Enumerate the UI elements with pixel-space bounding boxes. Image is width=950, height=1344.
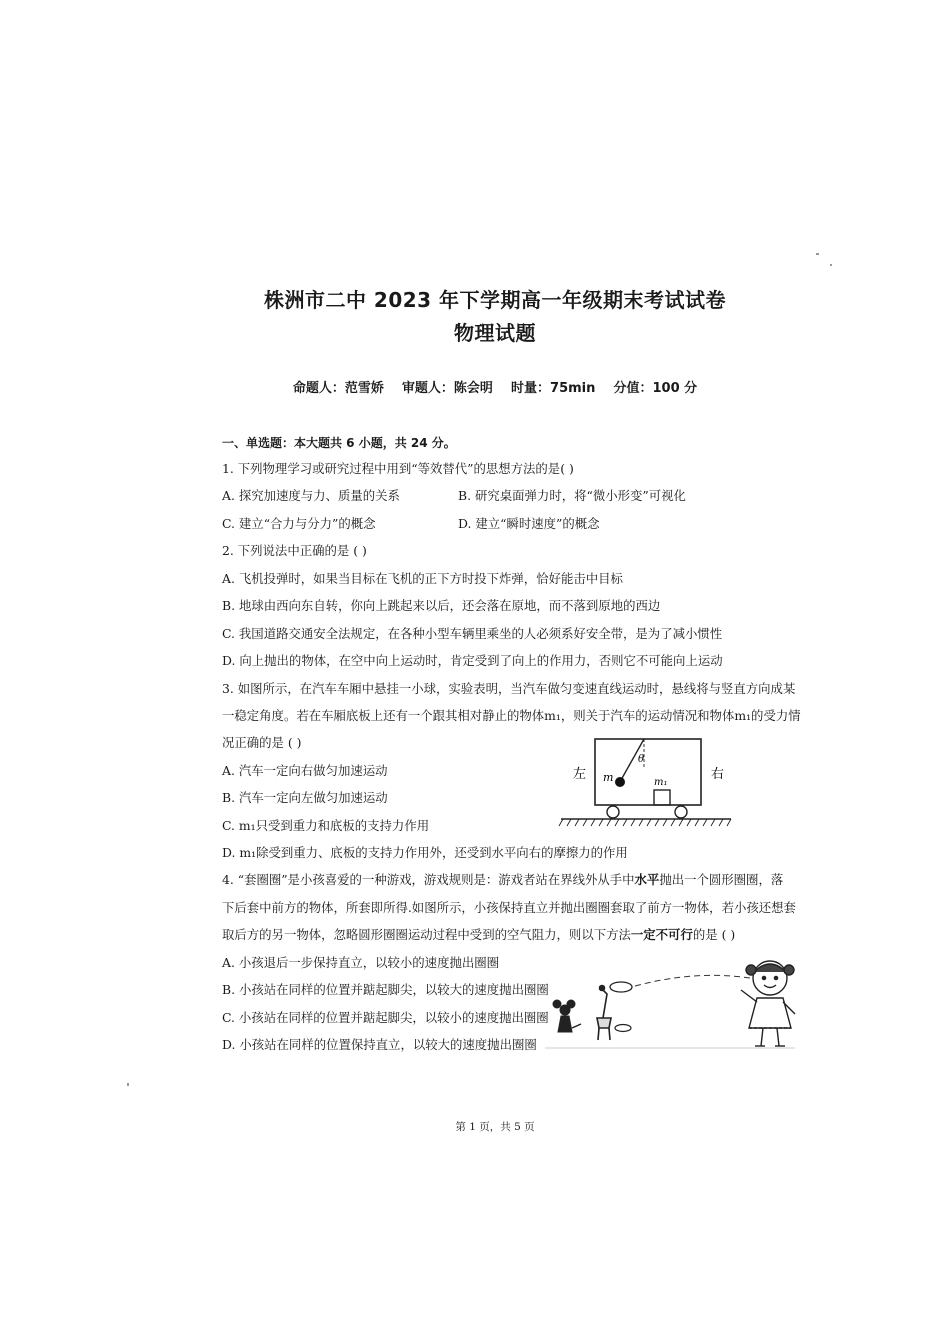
giraffe-toy-icon	[597, 986, 611, 1041]
exam-title: 株洲市二中 2023 年下学期高一年级期末考试试卷	[263, 288, 727, 312]
q4-option-c: C. 小孩站在同样的位置并踮起脚尖，以较小的速度抛出圈圈	[222, 1010, 549, 1025]
q4-ring-toss-figure	[545, 948, 805, 1058]
q3-option-b: B. 汽车一定向左做匀加速运动	[222, 790, 388, 805]
q4-line1-bold: 水平	[634, 872, 660, 887]
ring-trajectory	[635, 975, 750, 986]
scan-speck	[830, 264, 832, 266]
pendulum-ball	[615, 777, 625, 787]
scan-speck	[127, 1083, 129, 1086]
q2-option-d: D. 向上抛出的物体，在空中向上运动时，肯定受到了向上的作用力，否则它不可能向上运动	[222, 653, 723, 668]
label-m: m	[603, 771, 614, 784]
q1-option-d: D. 建立“瞬时速度”的概念	[458, 516, 600, 531]
page-footer: 第 1 页，共 5 页	[455, 1121, 535, 1133]
exam-meta: 命题人：范雪娇 审题人：陈会明 时量：75min 分值：100 分	[292, 381, 698, 396]
q4-line1-pre: 4. “套圈圈”是小孩喜爱的一种游戏，游戏规则是：游戏者站在界线外从手中	[222, 872, 635, 887]
ground-ring-icon	[615, 1025, 631, 1032]
q2-option-c: C. 我国道路交通安全法规定，在各种小型车辆里乘坐的人必须系好安全带，是为了减小惯性	[222, 626, 723, 641]
q3-stem-line3: 况正确的是 ( )	[222, 735, 302, 750]
flying-ring-icon	[610, 982, 632, 992]
q1-option-c: C. 建立“合力与分力”的概念	[222, 516, 376, 531]
q2-option-a: A. 飞机投弹时，如果当目标在飞机的正下方时投下炸弹，恰好能击中目标	[222, 571, 623, 586]
q2-stem: 2. 下列说法中正确的是 ( )	[222, 543, 367, 558]
wheel-right	[675, 806, 687, 818]
q2-option-b: B. 地球由西向东自转，你向上跳起来以后，还会落在原地，而不落到原地的西边	[222, 598, 661, 613]
label-theta: θ	[638, 754, 645, 765]
q4-line3-pre: 取后方的另一物体，忽略圆形圈圈运动过程中受到的空气阻力，则以下方法	[222, 927, 631, 942]
q3-cart-figure	[555, 735, 740, 830]
block-m1	[654, 790, 670, 805]
q4-stem-line2: 下后套中前方的物体，所套即所得.如图所示，小孩保持直立并抛出圈圈套取了前方一物体，若小孩还想套	[222, 900, 796, 915]
label-m1: m₁	[654, 777, 668, 788]
q4-line3-post: 的是 ( )	[692, 927, 736, 942]
section-heading: 一、单选题：本大题共 6 小题，共 24 分。	[222, 436, 456, 450]
girl-thrower-icon	[741, 961, 795, 1046]
q4-option-a: A. 小孩退后一步保持直立，以较小的速度抛出圈圈	[222, 955, 500, 970]
q1-option-b: B. 研究桌面弹力时，将“微小形变”可视化	[458, 488, 686, 503]
mouse-toy-icon	[553, 1000, 581, 1032]
label-right: 右	[711, 767, 725, 782]
q4-stem-line3	[222, 927, 735, 943]
label-left: 左	[573, 767, 587, 782]
q4-line3-bold: 一定不可行	[630, 927, 693, 942]
q3-option-c: C. m₁只受到重力和底板的支持力作用	[222, 818, 430, 833]
scan-speck	[816, 253, 819, 255]
q3-option-a: A. 汽车一定向右做匀加速运动	[222, 763, 388, 778]
ground-hatching	[559, 819, 731, 826]
q1-option-a: A. 探究加速度与力、质量的关系	[222, 488, 400, 503]
q4-stem-line1	[222, 872, 783, 888]
q4-option-d: D. 小孩站在同样的位置保持直立，以较大的速度抛出圈圈	[222, 1037, 537, 1052]
wheel-left	[607, 806, 619, 818]
exam-subtitle: 物理试题	[454, 321, 536, 345]
q4-line1-post: 抛出一个圆形圈圈，落	[659, 872, 784, 887]
q3-stem-line2: 一稳定角度。若在车厢底板上还有一个跟其相对静止的物体m₁，则关于汽车的运动情况和物体m₁的受力情	[222, 708, 801, 723]
q1-stem: 1. 下列物理学习或研究过程中用到“等效替代”的思想方法的是( )	[222, 461, 574, 476]
q3-stem-line1: 3. 如图所示，在汽车车厢中悬挂一小球，实验表明，当汽车做匀变速直线运动时，悬线将与竖直方向成某	[222, 681, 796, 696]
q4-option-b: B. 小孩站在同样的位置并踮起脚尖，以较大的速度抛出圈圈	[222, 982, 549, 997]
q3-option-d: D. m₁除受到重力、底板的支持力作用外，还受到水平向右的摩擦力的作用	[222, 845, 628, 860]
